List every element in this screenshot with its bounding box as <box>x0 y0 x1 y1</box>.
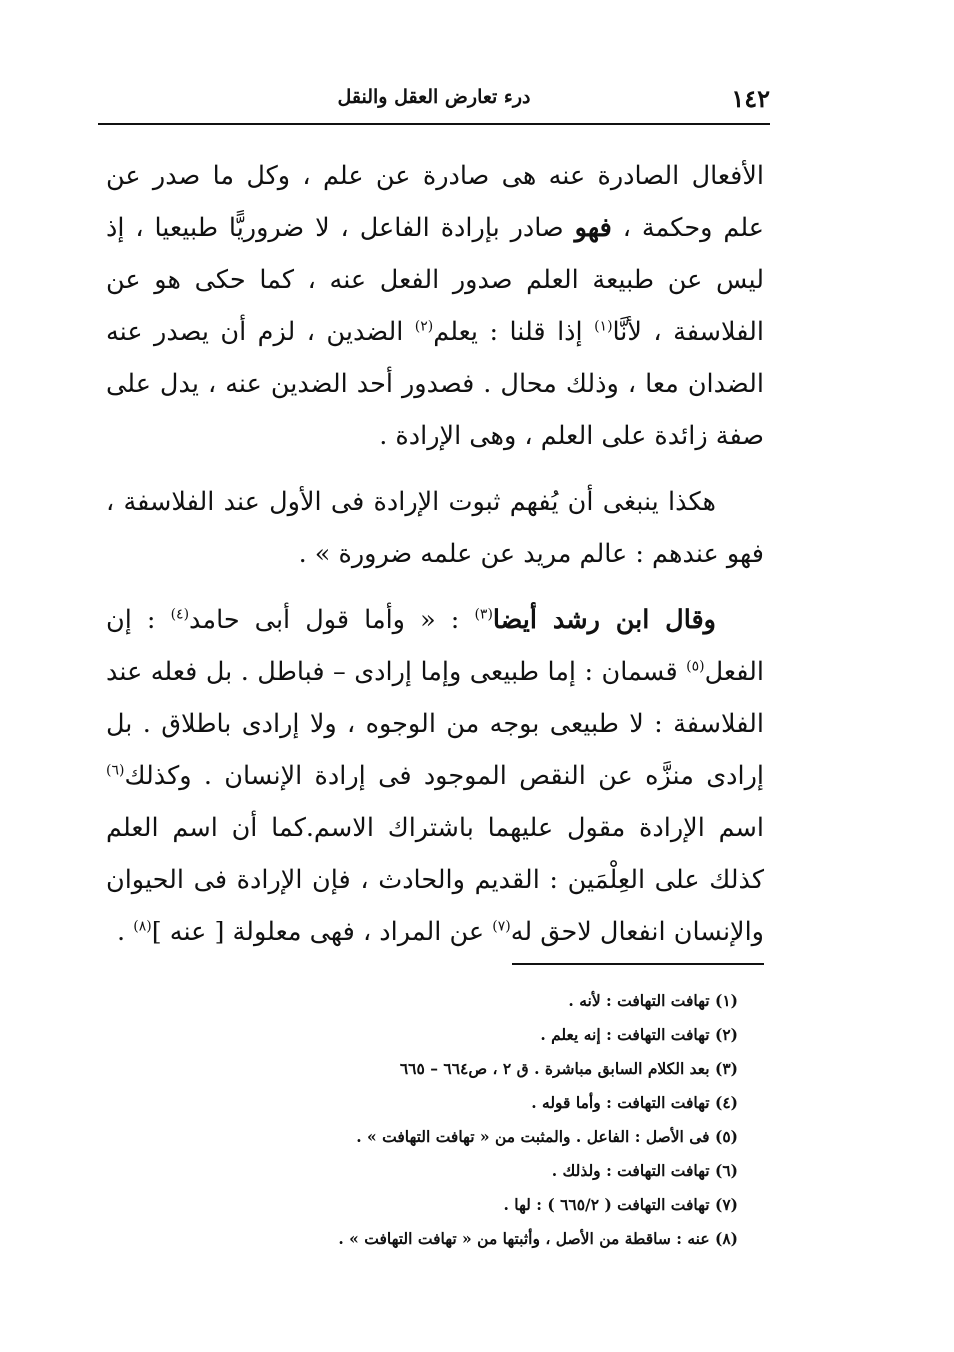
paragraph <box>106 594 764 958</box>
footnote: (١) تهافت التهافت : لأنه . <box>568 991 738 1010</box>
text-run: الضدين ، لزم أن يصدر عنه الضدان معا ، وذلك محال . فصدور أحد الضدين عنه ، يدل على صفة زائدة على العلم ، وهى الإرادة . <box>106 317 764 451</box>
bold-text: وقال ابن رشد أيضا <box>492 605 716 635</box>
text-run: اسم الإرادة مقول عليهما باشتراك الاسم.كما أن اسم العلم كذلك على العِلْمَين : القديم والحادث ، فإن الإرادة فى الحيوان والإنسان انفعال لاحق له <box>106 813 764 947</box>
footnote-ref: (٤) <box>170 606 190 623</box>
text-run: إذا قلنا : يعلم <box>433 317 595 347</box>
bold-text: فهو <box>574 213 612 243</box>
footnote: (٣) بعد الكلام السابق مباشرة . ق ٢ ، ص٦٦٤ – ٦٦٥ <box>399 1059 738 1078</box>
footnote-ref: (٢) <box>414 318 434 335</box>
running-title: درء تعارض العقل والنقل <box>337 86 531 108</box>
footnote: (٦) تهافت التهافت : ولذلك . <box>551 1161 738 1180</box>
text-run: : إن الفعل <box>106 605 764 687</box>
page-header <box>98 84 770 118</box>
paragraph <box>106 150 764 462</box>
footnote: (٨) عنه : ساقطة من الأصل ، وأثبتها من « تهافت التهافت » . <box>338 1229 738 1248</box>
text-run: هكذا ينبغى أن يُفهم ثبوت الإرادة فى الأول عند الفلاسفة ، فهو عندهم : عالم مريد عن علمه ضرورة » . <box>106 487 764 569</box>
footnote-separator <box>512 963 764 965</box>
text-run: : « وأما قول أبى حامد <box>189 605 475 635</box>
footnotes <box>138 984 738 1256</box>
footnote-ref: (٦) <box>106 762 125 779</box>
footnote: (٥) فى الأصل : الفاعل . والمثبت من « تهافت التهافت » . <box>356 1127 738 1146</box>
text-run: عن المراد ، فهى معلولة [ عنه ] <box>151 917 493 947</box>
footnote-ref: (٨) <box>133 918 152 935</box>
footnote-ref: (٣) <box>474 606 493 623</box>
footnote: (٢) تهافت التهافت : إنه يعلم . <box>540 1025 738 1044</box>
footnote-ref: (١) <box>594 318 613 335</box>
footnote-ref: (٥) <box>686 658 705 675</box>
header-rule <box>98 123 770 125</box>
text-run: قسمان : إما طبيعى وإما إرادى – فباطل . بل فعله عند الفلاسفة : لا طبيعى بوجه من الوجوه ، ولا إرادى باطلاق . بل إرادى منزَّه عن النقص الموجود فى إرادة الإنسان . وكذلك <box>106 657 764 791</box>
footnote: (٧) تهافت التهافت ( ٦٦٥/٢ ) : لها . <box>503 1195 738 1214</box>
footnote: (٤) تهافت التهافت : وأما قوله . <box>531 1093 738 1112</box>
paragraph <box>106 476 764 580</box>
footnote-ref: (٧) <box>492 918 511 935</box>
text-run: . <box>117 917 134 947</box>
text-run: صادر بإرادة الفاعل ، لا ضروريًّا طبيعيا ، إذ ليس عن طبيعة العلم صدور الفعل عنه ، كما حكى هو عن الفلاسفة ، لأنَّا <box>106 213 764 347</box>
page-number: ١٤٢ <box>731 84 770 113</box>
main-text <box>106 150 764 972</box>
text-run: الأفعال الصادرة عنه هى صادرة عن علم ، وكل ما صدر عن علم وحكمة ، <box>106 161 764 243</box>
